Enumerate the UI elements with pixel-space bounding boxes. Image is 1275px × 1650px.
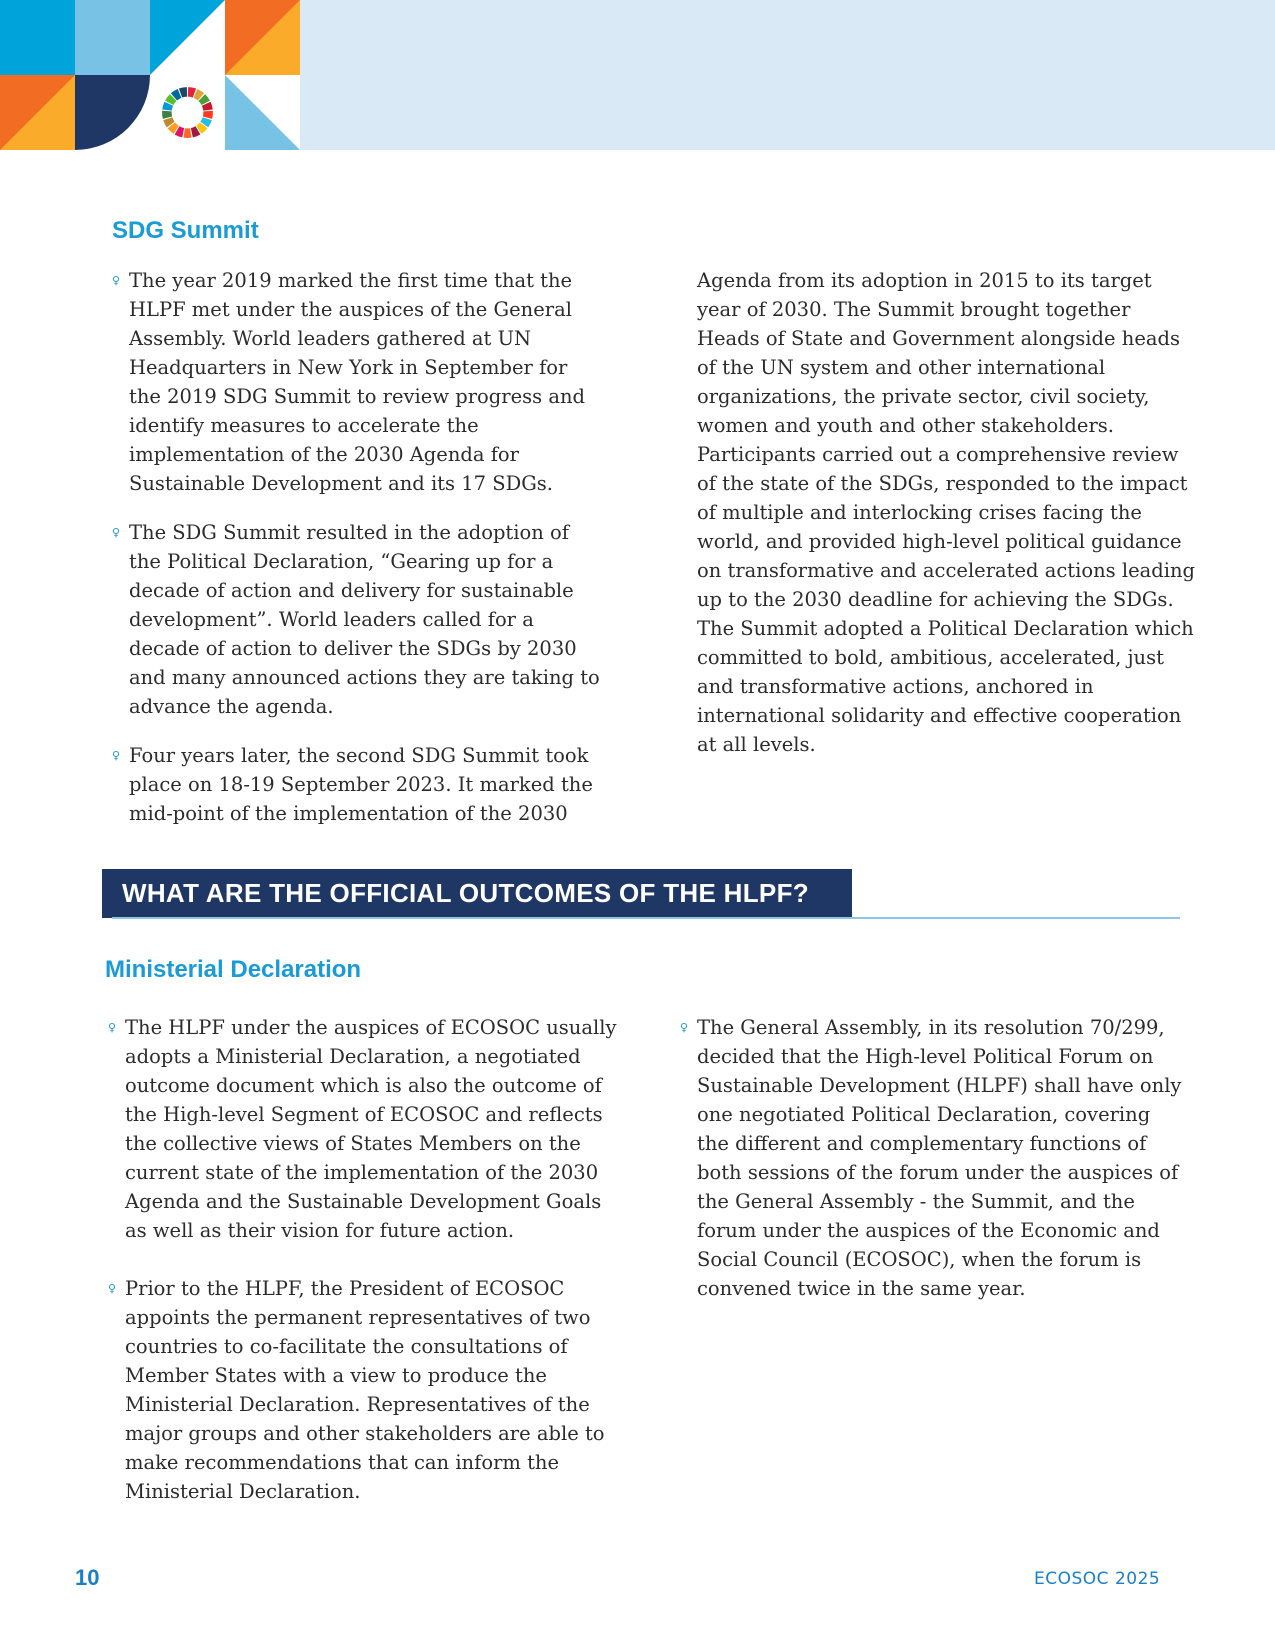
sdg-wheel-segment: [162, 111, 172, 119]
ministerial-left-column: [108, 1013, 628, 1506]
bullet-icon: ♀: [108, 1282, 117, 1295]
bullet-text: The General Assembly, in its resolution 70/299, decided that the High-level Political Forum on Sustainable Development (HLPF) shall have only one negotiated Political Declaration, covering the different and complementary functions of both sessions of the forum under the auspices of the General Assembly - the Summit, and the forum under the auspices of the Economic and Social Council (ECOSOC), when the forum is convened twice in the same year.: [697, 1016, 1182, 1300]
header-tile: [75, 75, 150, 150]
banner-rule-divider: [112, 917, 1180, 919]
sdg-wheel-segment: [203, 111, 213, 119]
header-tile: [75, 0, 150, 75]
bullet-icon: ♀: [680, 1021, 689, 1034]
bullet-icon: ♀: [112, 526, 121, 539]
list-item: [108, 1274, 628, 1506]
bullet-text: Four years later, the second SDG Summit took place on 18-19 September 2023. It marked the mid-point of the implementation of the 2030: [129, 744, 593, 825]
bullet-text: The year 2019 marked the first time that the HLPF met under the auspices of the General Assembly. World leaders gathered at UN Headquarters in New York in September for the 2019 SDG Summit to review progress and identify measures to accelerate the implementation of the 2030 Agenda for Sustainable Development and its 17 SDGs.: [129, 269, 585, 495]
header-band: [300, 0, 1275, 150]
section-banner: WHAT ARE THE OFFICIAL OUTCOMES OF THE HLPF?: [102, 869, 852, 918]
header-tile: [225, 0, 300, 75]
list-item: [680, 1013, 1185, 1303]
bullet-icon: ♀: [112, 274, 121, 287]
list-item: [112, 266, 602, 498]
section-heading-sdg-summit: SDG Summit: [112, 217, 259, 244]
header-tile: [225, 75, 300, 150]
ministerial-right-column: [680, 1013, 1185, 1303]
sdg-summit-left-column: [112, 266, 602, 828]
header-tile: [0, 75, 75, 150]
page-number: 10: [75, 1565, 100, 1590]
header-tile: [150, 0, 225, 75]
publication-title: ECOSOC 2025: [1034, 1569, 1161, 1589]
sdg-wheel-segment: [183, 128, 191, 138]
bullet-icon: ♀: [108, 1021, 117, 1034]
list-item: [108, 1013, 628, 1245]
bullet-text: The SDG Summit resulted in the adoption of the Political Declaration, “Gearing up for a decade of action and delivery for sustainable development”. World leaders called for a decade of action to deliver the SDGs by 2030 and many announced actions they are taking to advance the agenda.: [129, 521, 600, 718]
continuation-paragraph: Agenda from its adoption in 2015 to its target year of 2030. The Summit brought together Heads of State and Government alongside heads of the UN system and other international organizations, the private sector, civil society, women and youth and other stakeholders. Participants carried out a comprehensive review of the state of the SDGs, responded to the impact of multiple and interlocking crises facing the world, and provided high-level political guidance on transformative and accelerated actions leading up to the 2030 deadline for achieving the SDGs. The Summit adopted a Political Declaration which committed to bold, ambitious, accelerated, just and transformative actions, anchored in international solidarity and effective cooperation at all levels.: [697, 269, 1196, 756]
header-tile: [150, 75, 225, 150]
sdg-color-wheel-icon: [161, 86, 214, 139]
list-item: [112, 741, 602, 828]
section-heading-ministerial-declaration: Ministerial Declaration: [105, 956, 362, 983]
sdg-summit-right-column: [697, 266, 1197, 759]
list-item: [112, 518, 602, 721]
header-tile: [0, 0, 75, 75]
bullet-text: Prior to the HLPF, the President of ECOSOC appoints the permanent representatives of two countries to co-facilitate the consultations of Member States with a view to produce the Ministerial Declaration. Representatives of the major groups and other stakeholders are able to make recommendations that can inform the Ministerial Declaration.: [125, 1277, 605, 1503]
bullet-text: The HLPF under the auspices of ECOSOC usually adopts a Ministerial Declaration, a negotiated outcome document which is also the outcome of the High-level Segment of ECOSOC and reflects the collective views of States Members on the current state of the implementation of the 2030 Agenda and the Sustainable Development Goals as well as their vision for future action.: [125, 1016, 617, 1242]
bullet-icon: ♀: [112, 749, 121, 762]
